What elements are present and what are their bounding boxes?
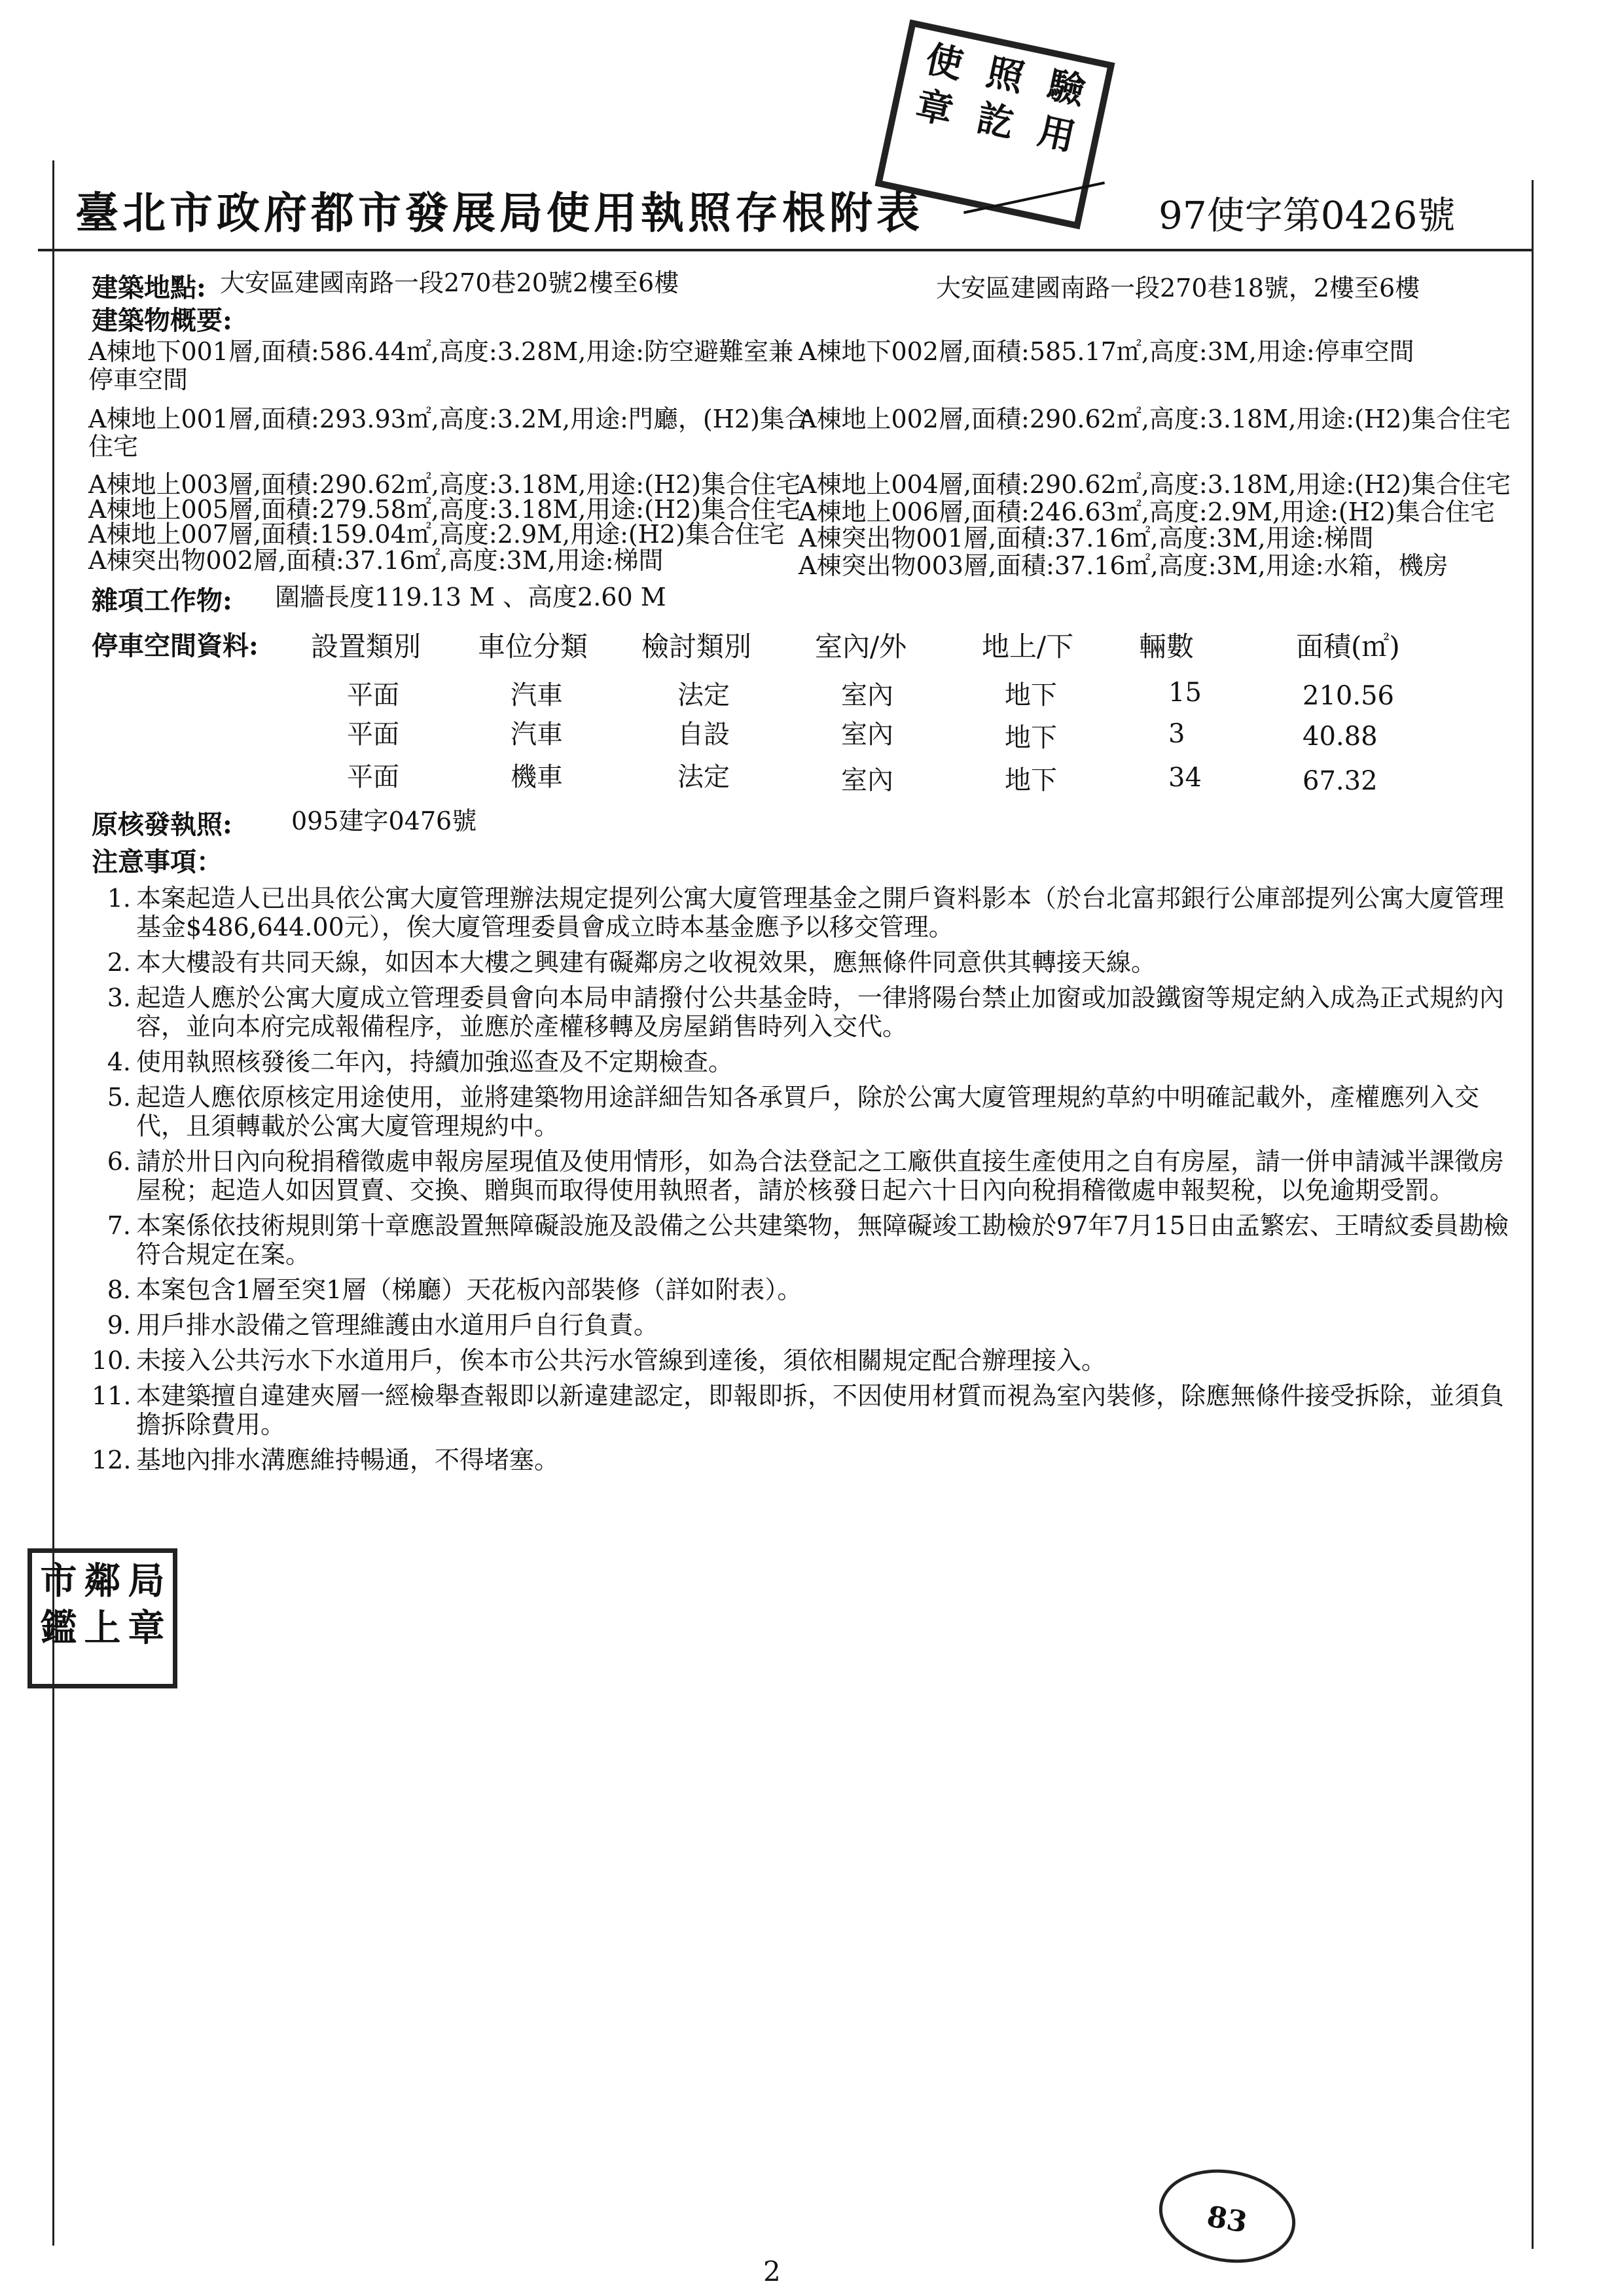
note-number: 7. bbox=[107, 1211, 131, 1240]
parking-header: 設置類別 bbox=[311, 630, 422, 663]
overview-line: 住宅 bbox=[88, 432, 139, 461]
parking-cell: 法定 bbox=[677, 762, 730, 792]
parking-cell: 地下 bbox=[1005, 723, 1057, 753]
parking-cell: 汽車 bbox=[511, 720, 563, 750]
note-text: 本大樓設有共同天線，如因本大樓之興建有礙鄰房之收視效果，應無條件同意供其轉接天線。 bbox=[136, 948, 1157, 977]
site-address-2: 大安區建國南路一段270巷18號，2樓至6樓 bbox=[936, 274, 1420, 302]
page-number: 2 bbox=[763, 2255, 781, 2287]
original-license-value: 095建字0476號 bbox=[291, 807, 477, 835]
parking-header: 車位分類 bbox=[478, 630, 588, 663]
site-address: 大安區建國南路一段270巷20號2樓至6樓 bbox=[220, 268, 679, 297]
note-item bbox=[92, 1446, 1512, 1474]
overview-line: A棟突出物002層,面積:37.16㎡,高度:3M,用途:梯間 bbox=[88, 546, 664, 575]
note-item bbox=[92, 948, 1512, 977]
note-number: 8. bbox=[107, 1275, 131, 1304]
parking-cell: 地下 bbox=[1005, 765, 1057, 795]
seal-character: 局 bbox=[128, 1559, 165, 1603]
note-text: 本案包含1層至突1層（梯廳）天花板內部裝修（詳如附表）。 bbox=[136, 1275, 802, 1304]
parking-cell: 自設 bbox=[677, 720, 730, 750]
note-number: 10. bbox=[92, 1346, 132, 1375]
seal-character: 訖 bbox=[973, 96, 1018, 147]
overview-line: A棟突出物003層,面積:37.16㎡,高度:3M,用途:水箱，機房 bbox=[799, 551, 1448, 580]
seal-character: 上 bbox=[84, 1607, 121, 1650]
overview-line: A棟地上005層,面積:279.58㎡,高度:3.18M,用途:(H2)集合住宅 bbox=[88, 495, 801, 524]
note-text: 起造人應依原核定用途使用，並將建築物用途詳細告知各承買戶，除於公寓大廈管理規約草約中明確記載外，產權應列入交代，且須轉載於公寓大廈管理規約中。 bbox=[136, 1083, 1480, 1140]
seal-character: 用 bbox=[1034, 109, 1079, 160]
overview-line: A棟地下001層,面積:586.44㎡,高度:3.28M,用途:防空避難室兼 bbox=[88, 337, 794, 366]
page-title: 臺北市政府都市發展局使用執照存根附表 bbox=[75, 187, 924, 238]
note-item bbox=[92, 884, 1512, 941]
seal-character: 使 bbox=[922, 37, 967, 87]
title-underline bbox=[38, 249, 1532, 251]
notes-label: 注意事項： bbox=[92, 847, 223, 877]
note-number: 9. bbox=[107, 1311, 131, 1339]
seal-character: 章 bbox=[912, 83, 958, 134]
seal-character: 市 bbox=[40, 1559, 77, 1603]
note-number: 5. bbox=[107, 1083, 131, 1112]
seal-character: 照 bbox=[982, 50, 1028, 100]
note-text: 請於卅日內向稅捐稽徵處申報房屋現值及使用情形，如為合法登記之工廠供直接生產使用之自有房屋，請一併申請減半課徵房屋稅；起造人如因買賣、交換、贈與而取得使用執照者，請於核發日起六十日內向稅捐稽徵處申報契稅，以免逾期受罰。 bbox=[136, 1147, 1505, 1205]
seal-character: 驗 bbox=[1044, 63, 1089, 113]
parking-cell: 15 bbox=[1168, 678, 1202, 708]
overview-line: A棟地上006層,面積:246.63㎡,高度:2.9M,用途:(H2)集合住宅 bbox=[799, 498, 1495, 526]
note-item bbox=[92, 1147, 1512, 1205]
note-number: 6. bbox=[107, 1147, 131, 1176]
note-item bbox=[92, 983, 1512, 1041]
permit-number: 97使字第0426號 bbox=[1159, 193, 1456, 238]
note-item bbox=[92, 1381, 1512, 1439]
parking-label: 停車空間資料: bbox=[92, 630, 259, 661]
parking-cell: 平面 bbox=[347, 680, 399, 710]
note-item bbox=[92, 1083, 1512, 1140]
note-text: 本案起造人已出具依公寓大廈管理辦法規定提列公寓大廈管理基金之開戶資料影本（於台北富邦銀行公庫部提列公寓大廈管理基金$486,644.00元），俟大廈管理委員會成立時本基金應予以移交管理。 bbox=[136, 884, 1505, 941]
notes-list bbox=[92, 884, 1512, 1481]
seal-character: 章 bbox=[128, 1607, 165, 1650]
note-item bbox=[92, 1346, 1512, 1375]
parking-cell: 地下 bbox=[1005, 680, 1057, 710]
parking-cell: 平面 bbox=[347, 762, 399, 792]
left-seal-stamp bbox=[27, 1548, 177, 1688]
note-text: 基地內排水溝應維持暢通，不得堵塞。 bbox=[136, 1446, 560, 1474]
parking-cell: 室內 bbox=[841, 765, 893, 795]
note-item bbox=[92, 1311, 1512, 1339]
parking-cell: 67.32 bbox=[1303, 766, 1378, 796]
misc-value: 圍牆長度119.13 M 、高度2.60 M bbox=[275, 583, 666, 611]
note-text: 本建築擅自違建夾層一經檢舉查報即以新違建認定，即報即拆，不因使用材質而視為室內裝修，除應無條件接受拆除，並須負擔拆除費用。 bbox=[136, 1381, 1505, 1439]
parking-header: 室內/外 bbox=[815, 630, 907, 663]
parking-cell: 3 bbox=[1168, 719, 1185, 749]
seal-character: 鑑 bbox=[40, 1607, 77, 1650]
seal-character: 鄰 bbox=[84, 1559, 121, 1603]
parking-cell: 210.56 bbox=[1303, 681, 1394, 711]
parking-cell: 汽車 bbox=[511, 680, 563, 710]
parking-header: 檢討類別 bbox=[641, 630, 752, 663]
note-number: 11. bbox=[92, 1381, 132, 1410]
note-text: 未接入公共污水下水道用戶，俟本市公共污水管線到達後，須依相關規定配合辦理接入。 bbox=[136, 1346, 1107, 1375]
overview-line: 停車空間 bbox=[88, 365, 189, 394]
note-number: 2. bbox=[107, 948, 131, 977]
parking-cell: 機車 bbox=[511, 762, 563, 792]
parking-cell: 法定 bbox=[677, 680, 730, 710]
note-text: 本案係依技術規則第十章應設置無障礙設施及設備之公共建築物，無障礙竣工勘檢於97年7月15日由孟繁宏、王晴紋委員勘檢符合規定在案。 bbox=[136, 1211, 1509, 1269]
overview-line: A棟地上002層,面積:290.62㎡,高度:3.18M,用途:(H2)集合住宅 bbox=[799, 405, 1511, 433]
note-text: 起造人應於公寓大廈成立管理委員會向本局申請撥付公共基金時，一律將陽台禁止加窗或加設鐵窗等規定納入成為正式規約內容，並向本府完成報備程序，並應於產權移轉及房屋銷售時列入交代。 bbox=[136, 983, 1505, 1041]
parking-header: 輛數 bbox=[1139, 630, 1195, 663]
parking-cell: 室內 bbox=[841, 720, 893, 750]
parking-cell: 室內 bbox=[841, 680, 893, 710]
site-label: 建築地點: bbox=[92, 272, 206, 303]
parking-header: 地上/下 bbox=[982, 630, 1074, 663]
note-item bbox=[92, 1275, 1512, 1304]
parking-header: 面積(㎡) bbox=[1296, 630, 1400, 663]
round-stamp bbox=[1151, 2159, 1303, 2273]
parking-cell: 平面 bbox=[347, 720, 399, 750]
overview-line: A棟地下002層,面積:585.17㎡,高度:3M,用途:停車空間 bbox=[799, 337, 1414, 366]
note-item bbox=[92, 1211, 1512, 1269]
overview-line: A棟地上001層,面積:293.93㎡,高度:3.2M,用途:門廳，(H2)集合 bbox=[88, 405, 810, 433]
overview-label: 建築物概要: bbox=[92, 305, 232, 336]
overview-line: A棟地上003層,面積:290.62㎡,高度:3.18M,用途:(H2)集合住宅 bbox=[88, 470, 801, 499]
left-frame-line bbox=[52, 160, 54, 2246]
note-number: 1. bbox=[107, 884, 131, 913]
note-text: 使用執照核發後二年內，持續加強巡查及不定期檢查。 bbox=[136, 1048, 734, 1076]
note-number: 4. bbox=[107, 1048, 131, 1076]
misc-label: 雜項工作物: bbox=[92, 585, 232, 616]
parking-cell: 34 bbox=[1168, 763, 1202, 793]
note-text: 用戶排水設備之管理維護由水道用戶自行負責。 bbox=[136, 1311, 659, 1339]
overview-line: A棟地上004層,面積:290.62㎡,高度:3.18M,用途:(H2)集合住宅 bbox=[799, 470, 1511, 499]
note-item bbox=[92, 1048, 1512, 1076]
original-license-label: 原核發執照: bbox=[92, 809, 232, 840]
right-frame-line bbox=[1532, 180, 1534, 2249]
parking-cell: 40.88 bbox=[1303, 721, 1378, 752]
overview-line: A棟地上007層,面積:159.04㎡,高度:2.9M,用途:(H2)集合住宅 bbox=[88, 520, 785, 549]
note-number: 3. bbox=[107, 983, 131, 1012]
note-number: 12. bbox=[92, 1446, 132, 1474]
overview-line: A棟突出物001層,面積:37.16㎡,高度:3M,用途:梯間 bbox=[799, 524, 1374, 553]
round-stamp-text: 83 bbox=[1204, 2200, 1250, 2240]
